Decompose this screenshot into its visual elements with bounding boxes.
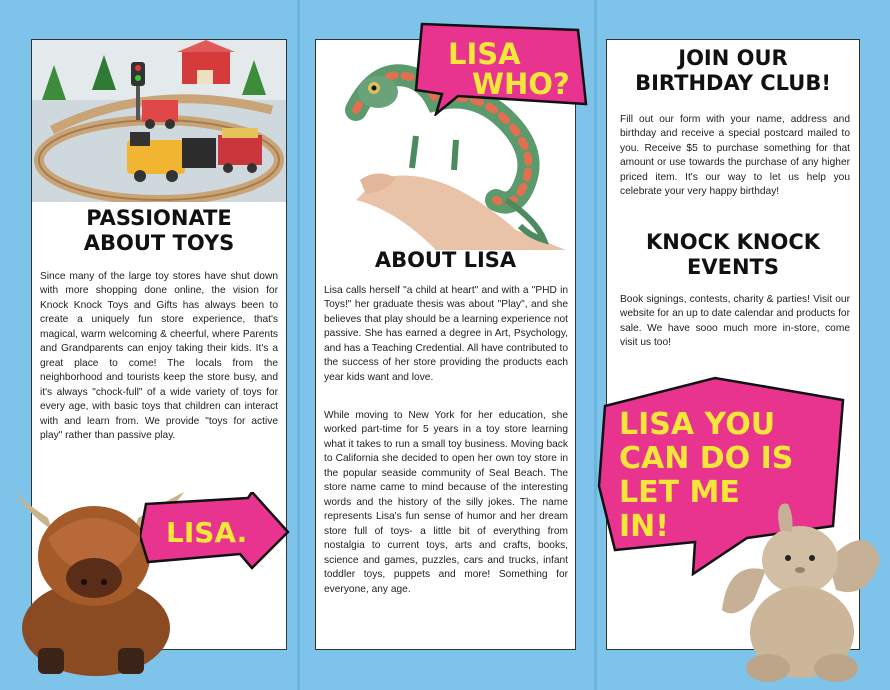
fold-line-right <box>594 0 597 690</box>
events-body: Book signings, contests, charity & parties! Visit our website for an up to date calendar and products for sale. We have sooo much more in-store, come visit us too! <box>620 294 850 349</box>
speech-bubble-let-me-in-line3: LET ME <box>619 475 740 510</box>
birthday-club-body: Fill out our form with your name, address and birthday and receive a special postcard mailed to you. Receive $5 to purchase something for that amount or use towards the purchase of any higher priced item. It's our way to let us help you celebrate your very happy birthday! <box>620 114 850 198</box>
heading-about-lisa: ABOUT LISA <box>374 248 517 272</box>
speech-bubble-lisa-who <box>408 20 590 116</box>
fold-line-left <box>297 0 300 690</box>
heading-knock-knock-events <box>607 230 859 280</box>
speech-bubble-let-me-in-line1: LISA YOU <box>619 407 776 442</box>
speech-bubble-lisa <box>140 492 290 572</box>
heading-passionate <box>32 206 286 256</box>
heading-events-line2: EVENTS <box>687 255 779 280</box>
heading-passionate-line1: PASSIONATE <box>86 206 232 230</box>
heading-passionate-line2: ABOUT TOYS <box>83 231 235 256</box>
speech-bubble-let-me-in-line4: IN! <box>619 509 669 544</box>
speech-bubble-let-me-in-line2: CAN DO IS <box>619 441 794 476</box>
heading-events-line1: KNOCK KNOCK <box>645 230 821 254</box>
speech-bubble-lisa-text: LISA. <box>166 516 248 549</box>
speech-bubble-lisa-who-line2: WHO? <box>472 67 570 101</box>
bunny-plush-image <box>718 500 883 684</box>
passionate-body: Since many of the large toy stores have shut down with more shopping done online, the vision for Knock Knock Toys and Gifts has always been to create a uniquely fun store experience, that's magical, warm welcoming & cheerful, where Parents and Grandparents can enjoy taking their kids. It's a great place to come! The locals from the neighborhood and tourists keep the store busy, and it's always "chock-full" of a wide variety of toys for every age, with basic toys that children can interact with and learn from. We provide "toys for active play" rather than passive play. <box>40 271 278 442</box>
toy-train-photo <box>32 40 286 202</box>
heading-birthday-line2: BIRTHDAY CLUB! <box>635 71 831 96</box>
heading-birthday-club <box>607 46 859 96</box>
speech-bubble-lisa-who-line1: LISA <box>448 37 521 71</box>
panel-about-lisa <box>315 39 576 650</box>
about-lisa-body-p1: Lisa calls herself "a child at heart" and with a "PHD in Toys!" her graduate thesis was about "Play", and she believes that play should be a learning experience not passive. She has earned a degree in Art, Psychology, and has a Teaching Credential. All have contributed to the success of her store providing the products each year kids want and love. <box>324 285 568 383</box>
heading-birthday-line1: JOIN OUR <box>678 46 788 70</box>
about-lisa-body-p2: While moving to New York for her education, she worked part-time for 5 years in a toy store learning what it takes to run a small toy business. Moving back to California she decided to open her own toy store in the popular seaside community of Seal Beach. The store name came to mind because of the interesting words and the history of the silly jokes. The name represents Lisa's fun sense of humor and her dream store full of toys- a little bit of everything from nostalgia to current toys, arts and crafts, books, science and games, puzzles, cars and trucks, infant toddler toys, puppets and more! Something for everyone, any age. <box>324 410 568 595</box>
